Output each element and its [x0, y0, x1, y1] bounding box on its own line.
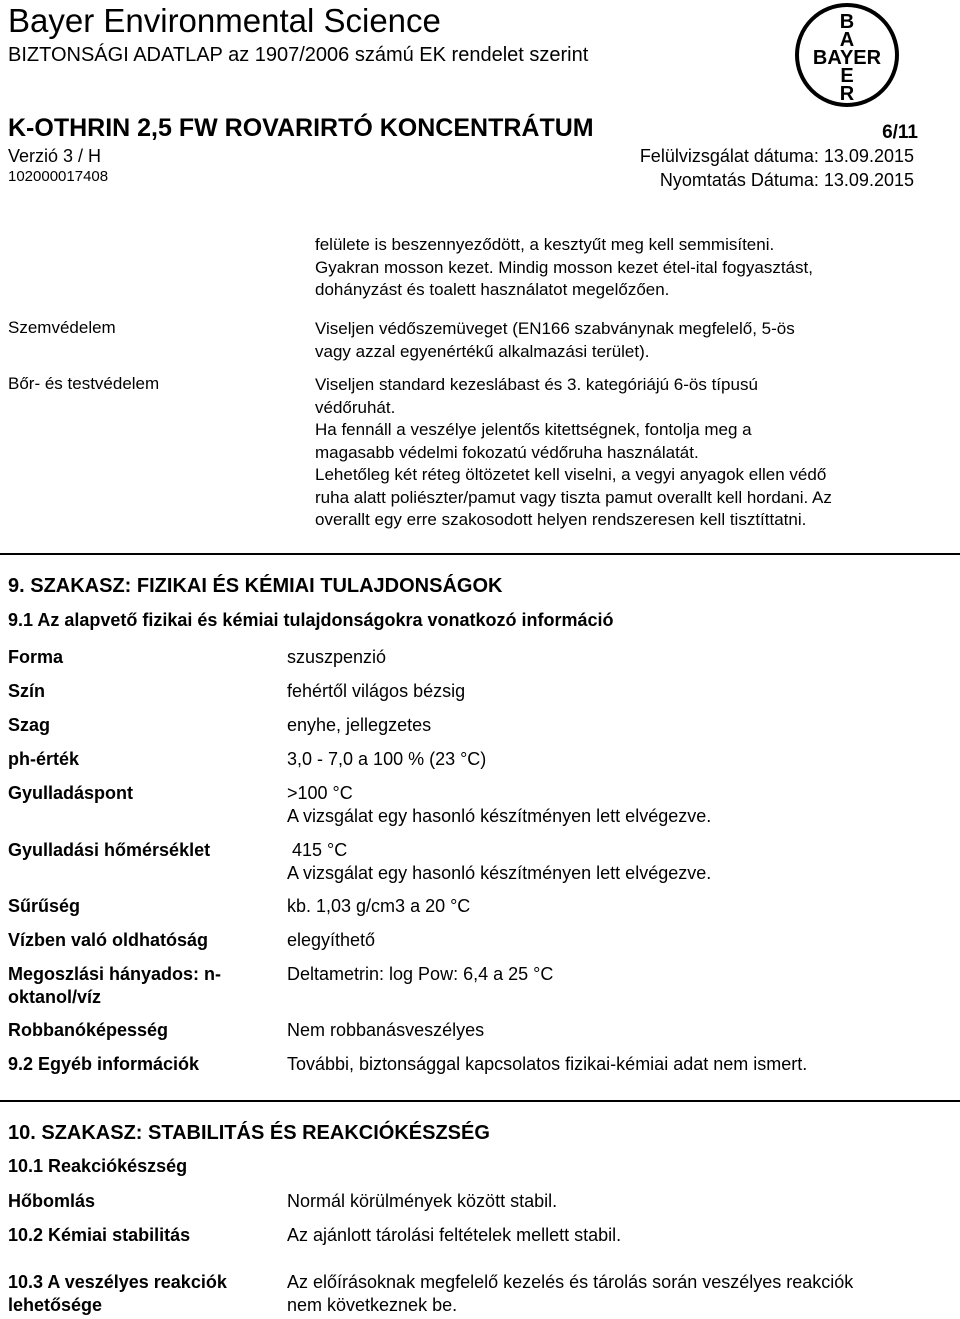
text-line: Lehetőleg két réteg öltözetet kell viselni, a vegyi anyagok ellen védő — [315, 465, 827, 484]
property-label: Forma — [8, 647, 64, 667]
property-label: 9.2 Egyéb információk — [8, 1054, 200, 1074]
text-line: Viseljen standard kezeslábast és 3. kategóriájú 6-ös típusú — [315, 375, 758, 394]
property-value: 415 °C — [287, 840, 348, 860]
section-divider — [0, 553, 960, 555]
eye-protection-label: Szemvédelem — [8, 318, 116, 337]
text-line: magasabb védelmi fokozatú védőruha használatát. — [315, 442, 699, 462]
property-label: Vízben való oldhatóság — [8, 930, 209, 950]
section-10-title: 10. SZAKASZ: STABILITÁS ÉS REAKCIÓKÉSZSÉG — [8, 1122, 490, 1144]
text-line: ruha alatt poliészter/pamut vagy tiszta pamut overallt kell hordani. Az — [315, 487, 832, 507]
property-label: Szín — [8, 681, 46, 701]
property-value: kb. 1,03 g/cm3 a 20 °C — [287, 896, 471, 916]
page-number: 6/11 — [882, 122, 918, 143]
section-9-title: 9. SZAKASZ: FIZIKAI ÉS KÉMIAI TULAJDONSÁGOK — [8, 575, 503, 597]
property-value: szuszpenzió — [287, 647, 387, 667]
subsection-9-1-title: 9.1 Az alapvető fizikai és kémiai tulajdonságokra vonatkozó információ — [8, 610, 614, 630]
property-label: Robbanóképesség — [8, 1020, 169, 1040]
eye-protection-text — [315, 318, 945, 363]
logo-word: BAYER — [812, 47, 882, 69]
property-note: A vizsgálat egy hasonló készítményen lett elvégezve. — [287, 806, 712, 826]
property-value: elegyíthető — [287, 930, 376, 950]
text-line: felülete is beszennyeződött, a kesztyűt meg kell semmisíteni. — [315, 235, 775, 254]
text-line: Viseljen védőszemüveget (EN166 szabványnak megfelelő, 5-ös — [315, 319, 795, 338]
property-value: >100 °C — [287, 783, 353, 803]
text-line: dohányzást és toalett használatot megelőzően. — [315, 280, 670, 299]
logo-letter-b: B — [839, 11, 855, 33]
property-label: 10.2 Kémiai stabilitás — [8, 1225, 191, 1245]
text-line: overallt egy erre szakosodott helyen rendszeresen kell tisztíttatni. — [315, 510, 807, 529]
product-name: K-OTHRIN 2,5 FW ROVARIRTÓ KONCENTRÁTUM — [8, 114, 594, 142]
logo-letter-r: R — [839, 83, 855, 105]
property-label-cont: oktanol/víz — [8, 987, 102, 1007]
version-label: Verzió 3 / H — [8, 146, 102, 166]
text-line: védőruhát. — [315, 397, 396, 417]
revision-date: Felülvizsgálat dátuma: 13.09.2015 — [639, 146, 914, 166]
property-label: Gyulladáspont — [8, 783, 134, 803]
property-value: 3,0 - 7,0 a 100 % (23 °C) — [287, 749, 487, 769]
text-line: Ha fennáll a veszélye jelentős kitettségnek, fontolja meg a — [315, 420, 752, 439]
section-divider — [0, 1100, 960, 1102]
hand-protection-text — [315, 234, 945, 302]
property-value: Deltametrin: log Pow: 6,4 a 25 °C — [287, 964, 554, 984]
property-label-cont: lehetősége — [8, 1295, 103, 1315]
property-label: 10.3 A veszélyes reakciók — [8, 1272, 227, 1292]
print-date: Nyomtatás Dátuma: 13.09.2015 — [659, 170, 914, 190]
text-line: Gyakran mosson kezet. Mindig mosson kezet étel-ital fogyasztást, — [315, 257, 813, 277]
property-label: ph-érték — [8, 749, 80, 769]
property-label: Gyulladási hőmérséklet — [8, 840, 211, 860]
subsection-10-1-title: 10.1 Reakciókészség — [8, 1156, 188, 1176]
property-label: Hőbomlás — [8, 1191, 96, 1211]
property-value-cont: nem következnek be. — [287, 1295, 458, 1315]
property-note: A vizsgálat egy hasonló készítményen lett elvégezve. — [287, 863, 712, 883]
text-line: vagy azzal egyenértékű alkalmazási terület). — [315, 341, 650, 361]
bayer-cross-logo — [794, 2, 900, 108]
logo-letter-e: E — [840, 65, 854, 87]
property-label: Sűrűség — [8, 896, 81, 916]
skin-protection-label: Bőr- és testvédelem — [8, 374, 160, 393]
logo-letter-a: A — [839, 29, 855, 51]
property-value: enyhe, jellegzetes — [287, 715, 432, 735]
document-subtitle: BIZTONSÁGI ADATLAP az 1907/2006 számú EK rendelet szerint — [8, 44, 589, 66]
property-label: Megoszlási hányados: n- — [8, 964, 222, 984]
skin-protection-text — [315, 374, 945, 532]
property-value: Normál körülmények között stabil. — [287, 1191, 558, 1211]
property-value: További, biztonsággal kapcsolatos fizikai-kémiai adat nem ismert. — [287, 1054, 808, 1074]
property-value: Nem robbanásveszélyes — [287, 1020, 485, 1040]
company-name: Bayer Environmental Science — [8, 2, 441, 39]
property-value: Az előírásoknak megfelelő kezelés és tárolás során veszélyes reakciók — [287, 1272, 854, 1292]
document-number: 102000017408 — [8, 168, 109, 185]
property-label: Szag — [8, 715, 51, 735]
property-value: fehértől világos bézsig — [287, 681, 466, 701]
property-value: Az ajánlott tárolási feltételek mellett stabil. — [287, 1225, 622, 1245]
